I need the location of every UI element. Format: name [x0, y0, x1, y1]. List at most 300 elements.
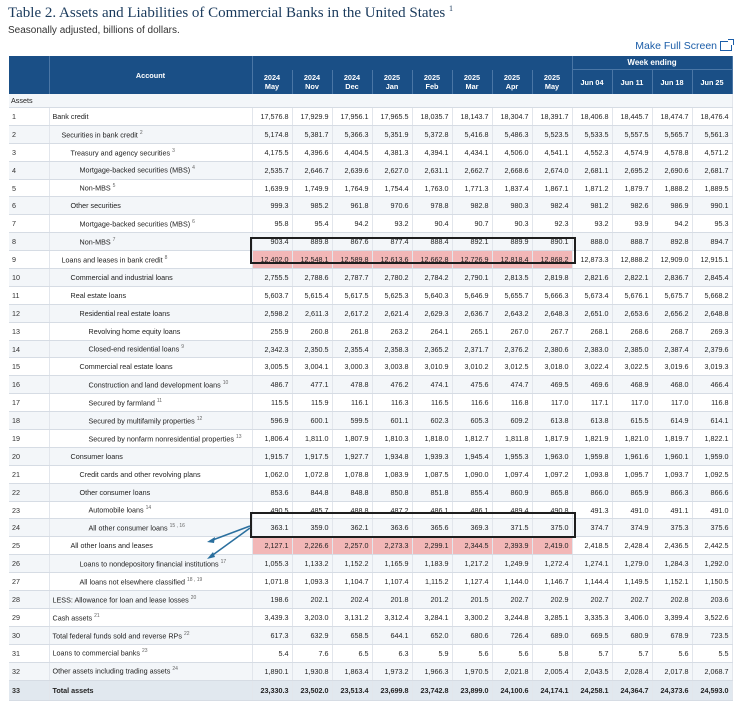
value-cell: 117.0 — [612, 394, 652, 412]
value-cell: 24,258.1 — [572, 680, 612, 700]
value-cell: 12,402.0 — [252, 251, 292, 269]
table-row — [9, 233, 732, 251]
value-cell: 469.6 — [572, 376, 612, 394]
value-cell: 1,093.7 — [652, 465, 692, 483]
account-name-text: Commercial real estate loans — [79, 362, 173, 372]
value-cell: 678.9 — [652, 626, 692, 644]
header-week-2: Jun 18 — [652, 70, 692, 95]
value-cell: 1,812.7 — [452, 430, 492, 448]
account-name — [49, 304, 252, 322]
value-cell: 1,821.9 — [572, 430, 612, 448]
value-cell: 978.8 — [412, 197, 452, 215]
line-number: 5 — [9, 179, 49, 197]
value-cell: 268.1 — [572, 322, 612, 340]
value-cell: 476.2 — [372, 376, 412, 394]
table-row — [9, 501, 732, 519]
value-cell: 93.2 — [572, 215, 612, 233]
account-name-text: Revolving home equity loans — [88, 326, 181, 336]
value-cell: 5.6 — [452, 644, 492, 662]
value-cell: 1,945.4 — [452, 447, 492, 465]
value-cell: 3,010.9 — [412, 358, 452, 376]
value-cell: 489.4 — [492, 501, 532, 519]
account-name — [49, 608, 252, 626]
account-name-text: Total assets — [52, 685, 94, 695]
account-name — [49, 286, 252, 304]
value-cell: 491.0 — [612, 501, 652, 519]
value-cell: 487.2 — [372, 501, 412, 519]
value-cell: 2,681.7 — [692, 161, 732, 179]
value-cell: 1,279.0 — [612, 555, 652, 573]
account-name-text: Automobile loans — [88, 505, 144, 515]
header-month-name: Dec — [345, 81, 359, 91]
value-cell: 4,506.0 — [492, 143, 532, 161]
value-cell: 2,787.7 — [332, 269, 372, 287]
line-number: 26 — [9, 555, 49, 573]
value-cell: 1,144.4 — [572, 573, 612, 591]
value-cell: 892.1 — [452, 233, 492, 251]
table-row — [9, 215, 732, 233]
value-cell: 2,790.1 — [452, 269, 492, 287]
table-row — [9, 394, 732, 412]
value-cell: 12,909.0 — [652, 251, 692, 269]
value-cell: 375.3 — [652, 519, 692, 537]
value-cell: 888.0 — [572, 233, 612, 251]
value-cell: 2,068.7 — [692, 662, 732, 680]
value-cell: 268.6 — [612, 322, 652, 340]
header-month-name: Jan — [385, 81, 399, 91]
value-cell: 2,646.7 — [292, 161, 332, 179]
value-cell: 5,381.7 — [292, 125, 332, 143]
value-cell: 1,970.5 — [452, 662, 492, 680]
value-cell: 4,574.9 — [612, 143, 652, 161]
header-month-year: 2025 — [543, 72, 561, 82]
header-month-name: May — [264, 81, 280, 91]
value-cell: 613.8 — [532, 412, 572, 430]
value-cell: 92.3 — [532, 215, 572, 233]
value-cell: 3,300.2 — [452, 608, 492, 626]
value-cell: 5,655.7 — [492, 286, 532, 304]
value-cell: 365.6 — [412, 519, 452, 537]
value-cell: 614.9 — [652, 412, 692, 430]
header-week-0: Jun 04 — [572, 70, 612, 95]
value-cell: 2,621.4 — [372, 304, 412, 322]
value-cell: 4,541.1 — [532, 143, 572, 161]
value-cell: 2,651.0 — [572, 304, 612, 322]
table-row — [9, 125, 732, 143]
value-cell: 1,955.3 — [492, 447, 532, 465]
value-cell: 2,598.2 — [252, 304, 292, 322]
value-cell: 2,358.3 — [372, 340, 412, 358]
value-cell: 374.7 — [572, 519, 612, 537]
value-cell: 1,915.7 — [252, 447, 292, 465]
value-cell: 1,959.0 — [692, 447, 732, 465]
page-subtitle: Seasonally adjusted, billions of dollars. — [8, 25, 180, 36]
value-cell: 1,749.9 — [292, 179, 332, 197]
value-cell: 2,643.2 — [492, 304, 532, 322]
line-number: 21 — [9, 465, 49, 483]
value-cell: 888.4 — [412, 233, 452, 251]
header-account: Account — [49, 56, 252, 94]
value-cell: 866.0 — [572, 483, 612, 501]
value-cell: 94.2 — [652, 215, 692, 233]
value-cell: 5,615.4 — [292, 286, 332, 304]
value-cell: 867.6 — [332, 233, 372, 251]
value-cell: 362.1 — [332, 519, 372, 537]
value-cell: 877.4 — [372, 233, 412, 251]
value-cell: 24,174.1 — [532, 680, 572, 700]
header-week-ending: Week ending — [572, 56, 732, 70]
value-cell: 18,143.7 — [452, 108, 492, 126]
value-cell: 644.1 — [372, 626, 412, 644]
value-cell: 117.0 — [652, 394, 692, 412]
line-number: 25 — [9, 537, 49, 555]
line-number: 16 — [9, 376, 49, 394]
header-month-year: 2025 — [503, 72, 521, 82]
value-cell: 632.9 — [292, 626, 332, 644]
line-number: 29 — [9, 608, 49, 626]
value-cell: 5,416.8 — [452, 125, 492, 143]
value-cell: 2,780.2 — [372, 269, 412, 287]
value-cell: 2,788.6 — [292, 269, 332, 287]
value-cell: 1,806.4 — [252, 430, 292, 448]
value-cell: 1,890.1 — [252, 662, 292, 680]
value-cell: 680.9 — [612, 626, 652, 644]
footnote-ref: 14 — [145, 505, 152, 512]
value-cell: 1,811.8 — [492, 430, 532, 448]
value-cell: 474.7 — [492, 376, 532, 394]
value-cell: 2,257.0 — [332, 537, 372, 555]
value-cell: 982.4 — [532, 197, 572, 215]
value-cell: 202.4 — [332, 591, 372, 609]
value-cell: 844.8 — [292, 483, 332, 501]
header-month-name: Mar — [465, 81, 479, 91]
value-cell: 894.7 — [692, 233, 732, 251]
footnote-ref: 22 — [183, 630, 190, 637]
value-cell: 12,888.2 — [612, 251, 652, 269]
table-row — [9, 483, 732, 501]
value-cell: 4,434.1 — [452, 143, 492, 161]
value-cell: 5.7 — [612, 644, 652, 662]
table-row — [9, 108, 732, 126]
account-name-text: Non-MBS — [79, 183, 111, 193]
footnote-ref: 13 — [235, 433, 242, 440]
value-cell: 6.3 — [372, 644, 412, 662]
header-month-0 — [252, 70, 292, 95]
value-cell: 3,439.3 — [252, 608, 292, 626]
value-cell: 116.8 — [492, 394, 532, 412]
value-cell: 486.7 — [252, 376, 292, 394]
value-cell: 1,959.8 — [572, 447, 612, 465]
account-name — [49, 465, 252, 483]
value-cell: 1,934.8 — [372, 447, 412, 465]
value-cell: 5.6 — [652, 644, 692, 662]
value-cell: 5,486.3 — [492, 125, 532, 143]
line-number: 24 — [9, 519, 49, 537]
value-cell: 474.1 — [412, 376, 452, 394]
table-row — [9, 465, 732, 483]
value-cell: 1,062.0 — [252, 465, 292, 483]
value-cell: 848.8 — [332, 483, 372, 501]
value-cell: 615.5 — [612, 412, 652, 430]
account-name-text: Other consumer loans — [79, 487, 151, 497]
line-number: 8 — [9, 233, 49, 251]
value-cell: 970.6 — [372, 197, 412, 215]
value-cell: 359.0 — [292, 519, 332, 537]
account-name — [49, 269, 252, 287]
account-name-text: Secured by multifamily properties — [88, 416, 195, 426]
value-cell: 2,299.1 — [412, 537, 452, 555]
header-month-3 — [372, 70, 412, 95]
value-cell: 1,966.3 — [412, 662, 452, 680]
value-cell: 1,888.2 — [652, 179, 692, 197]
value-cell: 1,146.7 — [532, 573, 572, 591]
value-cell: 2,226.6 — [292, 537, 332, 555]
account-name — [49, 251, 252, 269]
value-cell: 2,813.5 — [492, 269, 532, 287]
line-number: 3 — [9, 143, 49, 161]
line-number: 7 — [9, 215, 49, 233]
header-month-6 — [492, 70, 532, 95]
value-cell: 486.1 — [412, 501, 452, 519]
value-cell: 2,371.7 — [452, 340, 492, 358]
value-cell: 1,871.2 — [572, 179, 612, 197]
value-cell: 5,646.9 — [452, 286, 492, 304]
account-name-text: Other securities — [70, 201, 121, 211]
value-cell: 491.3 — [572, 501, 612, 519]
value-cell: 116.1 — [332, 394, 372, 412]
account-name-text: Credit cards and other revolving plans — [79, 469, 201, 479]
value-cell: 4,394.1 — [412, 143, 452, 161]
account-name — [49, 501, 252, 519]
value-cell: 903.4 — [252, 233, 292, 251]
line-number: 9 — [9, 251, 49, 269]
header-month-group — [252, 56, 572, 70]
account-name-text: LESS: Allowance for loan and lease losses — [52, 595, 189, 605]
value-cell: 2,021.8 — [492, 662, 532, 680]
value-cell: 2,342.3 — [252, 340, 292, 358]
account-name — [49, 573, 252, 591]
account-name-text: Real estate loans — [70, 290, 127, 300]
value-cell: 1,249.9 — [492, 555, 532, 573]
value-cell: 201.2 — [412, 591, 452, 609]
header-month-1 — [292, 70, 332, 95]
value-cell: 2,821.6 — [572, 269, 612, 287]
account-name — [49, 108, 252, 126]
value-cell: 1,093.3 — [292, 573, 332, 591]
header-month-year: 2024 — [303, 72, 321, 82]
value-cell: 1,055.3 — [252, 555, 292, 573]
value-cell: 2,393.9 — [492, 537, 532, 555]
value-cell: 890.1 — [532, 233, 572, 251]
value-cell: 3,010.2 — [452, 358, 492, 376]
value-cell: 23,899.0 — [452, 680, 492, 700]
value-cell: 5.7 — [572, 644, 612, 662]
value-cell: 93.9 — [612, 215, 652, 233]
value-cell: 17,956.1 — [332, 108, 372, 126]
value-cell: 201.5 — [452, 591, 492, 609]
value-cell: 202.9 — [532, 591, 572, 609]
value-cell: 3,335.3 — [572, 608, 612, 626]
value-cell: 1,817.9 — [532, 430, 572, 448]
value-cell: 1,092.5 — [692, 465, 732, 483]
value-cell: 2,784.2 — [412, 269, 452, 287]
value-cell: 5.5 — [692, 644, 732, 662]
value-cell: 269.3 — [692, 322, 732, 340]
value-cell: 5,351.9 — [372, 125, 412, 143]
value-cell: 202.7 — [492, 591, 532, 609]
table-row — [9, 591, 732, 609]
line-number: 31 — [9, 644, 49, 662]
value-cell: 1,217.2 — [452, 555, 492, 573]
header-week-3: Jun 25 — [692, 70, 732, 95]
table-row — [9, 519, 732, 537]
value-cell: 17,929.9 — [292, 108, 332, 126]
value-cell: 18,391.7 — [532, 108, 572, 126]
line-number: 20 — [9, 447, 49, 465]
line-number: 4 — [9, 161, 49, 179]
assets-table — [9, 56, 733, 701]
value-cell: 1,819.7 — [652, 430, 692, 448]
value-cell: 2,436.5 — [652, 537, 692, 555]
value-cell: 601.1 — [372, 412, 412, 430]
line-number: 33 — [9, 680, 49, 700]
value-cell: 2,653.6 — [612, 304, 652, 322]
value-cell: 892.8 — [652, 233, 692, 251]
value-cell: 2,379.6 — [692, 340, 732, 358]
value-cell: 1,149.5 — [612, 573, 652, 591]
account-name-text: Cash assets — [52, 613, 93, 623]
value-cell: 1,960.1 — [652, 447, 692, 465]
header-month-year: 2024 — [343, 72, 361, 82]
value-cell: 5,675.7 — [652, 286, 692, 304]
account-name — [49, 483, 252, 501]
value-cell: 609.2 — [492, 412, 532, 430]
value-cell: 5,640.3 — [412, 286, 452, 304]
value-cell: 2,017.8 — [652, 662, 692, 680]
value-cell: 466.4 — [692, 376, 732, 394]
value-cell: 469.5 — [532, 376, 572, 394]
account-name — [49, 626, 252, 644]
value-cell: 4,571.2 — [692, 143, 732, 161]
value-cell: 3,244.8 — [492, 608, 532, 626]
value-cell: 2,442.5 — [692, 537, 732, 555]
value-cell: 2,674.0 — [532, 161, 572, 179]
value-cell: 4,578.8 — [652, 143, 692, 161]
make-full-screen-link[interactable] — [635, 40, 732, 52]
value-cell: 1,639.9 — [252, 179, 292, 197]
value-cell: 374.9 — [612, 519, 652, 537]
table-row — [9, 340, 732, 358]
value-cell: 5,561.3 — [692, 125, 732, 143]
value-cell: 202.7 — [612, 591, 652, 609]
account-name — [49, 197, 252, 215]
account-name-text: Construction and land development loans — [88, 380, 221, 390]
value-cell: 2,639.6 — [332, 161, 372, 179]
value-cell: 1,087.5 — [412, 465, 452, 483]
value-cell: 860.9 — [492, 483, 532, 501]
value-cell: 1,133.2 — [292, 555, 332, 573]
value-cell: 2,350.5 — [292, 340, 332, 358]
account-name-text: Secured by nonfarm nonresidential properties — [88, 434, 234, 444]
table-row — [9, 304, 732, 322]
account-name — [49, 394, 252, 412]
header-week-1: Jun 11 — [612, 70, 652, 95]
value-cell: 12,915.1 — [692, 251, 732, 269]
value-cell: 23,513.4 — [332, 680, 372, 700]
value-cell: 980.3 — [492, 197, 532, 215]
value-cell: 267.0 — [492, 322, 532, 340]
value-cell: 12,589.8 — [332, 251, 372, 269]
value-cell: 605.3 — [452, 412, 492, 430]
value-cell: 1,837.4 — [492, 179, 532, 197]
account-name — [49, 412, 252, 430]
value-cell: 5,676.1 — [612, 286, 652, 304]
value-cell: 363.1 — [252, 519, 292, 537]
value-cell: 1,927.7 — [332, 447, 372, 465]
value-cell: 17,965.5 — [372, 108, 412, 126]
footnote-ref: 21 — [94, 612, 100, 619]
value-cell: 1,152.1 — [652, 573, 692, 591]
account-name — [49, 358, 252, 376]
value-cell: 889.8 — [292, 233, 332, 251]
table-row — [9, 662, 732, 680]
value-cell: 599.5 — [332, 412, 372, 430]
table-row — [9, 179, 732, 197]
line-number: 14 — [9, 340, 49, 358]
line-number: 22 — [9, 483, 49, 501]
table-row — [9, 376, 732, 394]
value-cell: 24,593.0 — [692, 680, 732, 700]
value-cell: 5,668.2 — [692, 286, 732, 304]
value-cell: 2,043.5 — [572, 662, 612, 680]
value-cell: 202.7 — [572, 591, 612, 609]
value-cell: 18,035.7 — [412, 108, 452, 126]
value-cell: 1,274.1 — [572, 555, 612, 573]
value-cell: 1,272.4 — [532, 555, 572, 573]
value-cell: 5.4 — [252, 644, 292, 662]
footnote-ref: 18 , 19 — [186, 576, 203, 583]
value-cell: 1,150.5 — [692, 573, 732, 591]
value-cell: 1,107.4 — [372, 573, 412, 591]
footnote-ref: 11 — [156, 398, 163, 404]
table-row — [9, 626, 732, 644]
value-cell: 94.2 — [332, 215, 372, 233]
value-cell: 3,019.3 — [692, 358, 732, 376]
value-cell: 999.3 — [252, 197, 292, 215]
value-cell: 18,476.4 — [692, 108, 732, 126]
value-cell: 203.6 — [692, 591, 732, 609]
value-cell: 3,285.1 — [532, 608, 572, 626]
value-cell: 3,003.8 — [372, 358, 412, 376]
header-month-2 — [332, 70, 372, 95]
value-cell: 1,078.8 — [332, 465, 372, 483]
value-cell: 261.8 — [332, 322, 372, 340]
value-cell: 268.7 — [652, 322, 692, 340]
line-number: 11 — [9, 286, 49, 304]
value-cell: 961.8 — [332, 197, 372, 215]
value-cell: 23,699.8 — [372, 680, 412, 700]
table-row — [9, 555, 732, 573]
value-cell: 1,284.3 — [652, 555, 692, 573]
value-cell: 2,385.0 — [612, 340, 652, 358]
value-cell: 1,083.9 — [372, 465, 412, 483]
value-cell: 2,380.6 — [532, 340, 572, 358]
account-name — [49, 233, 252, 251]
value-cell: 260.8 — [292, 322, 332, 340]
value-cell: 1,165.9 — [372, 555, 412, 573]
line-number: 1 — [9, 108, 49, 126]
value-cell: 658.5 — [332, 626, 372, 644]
